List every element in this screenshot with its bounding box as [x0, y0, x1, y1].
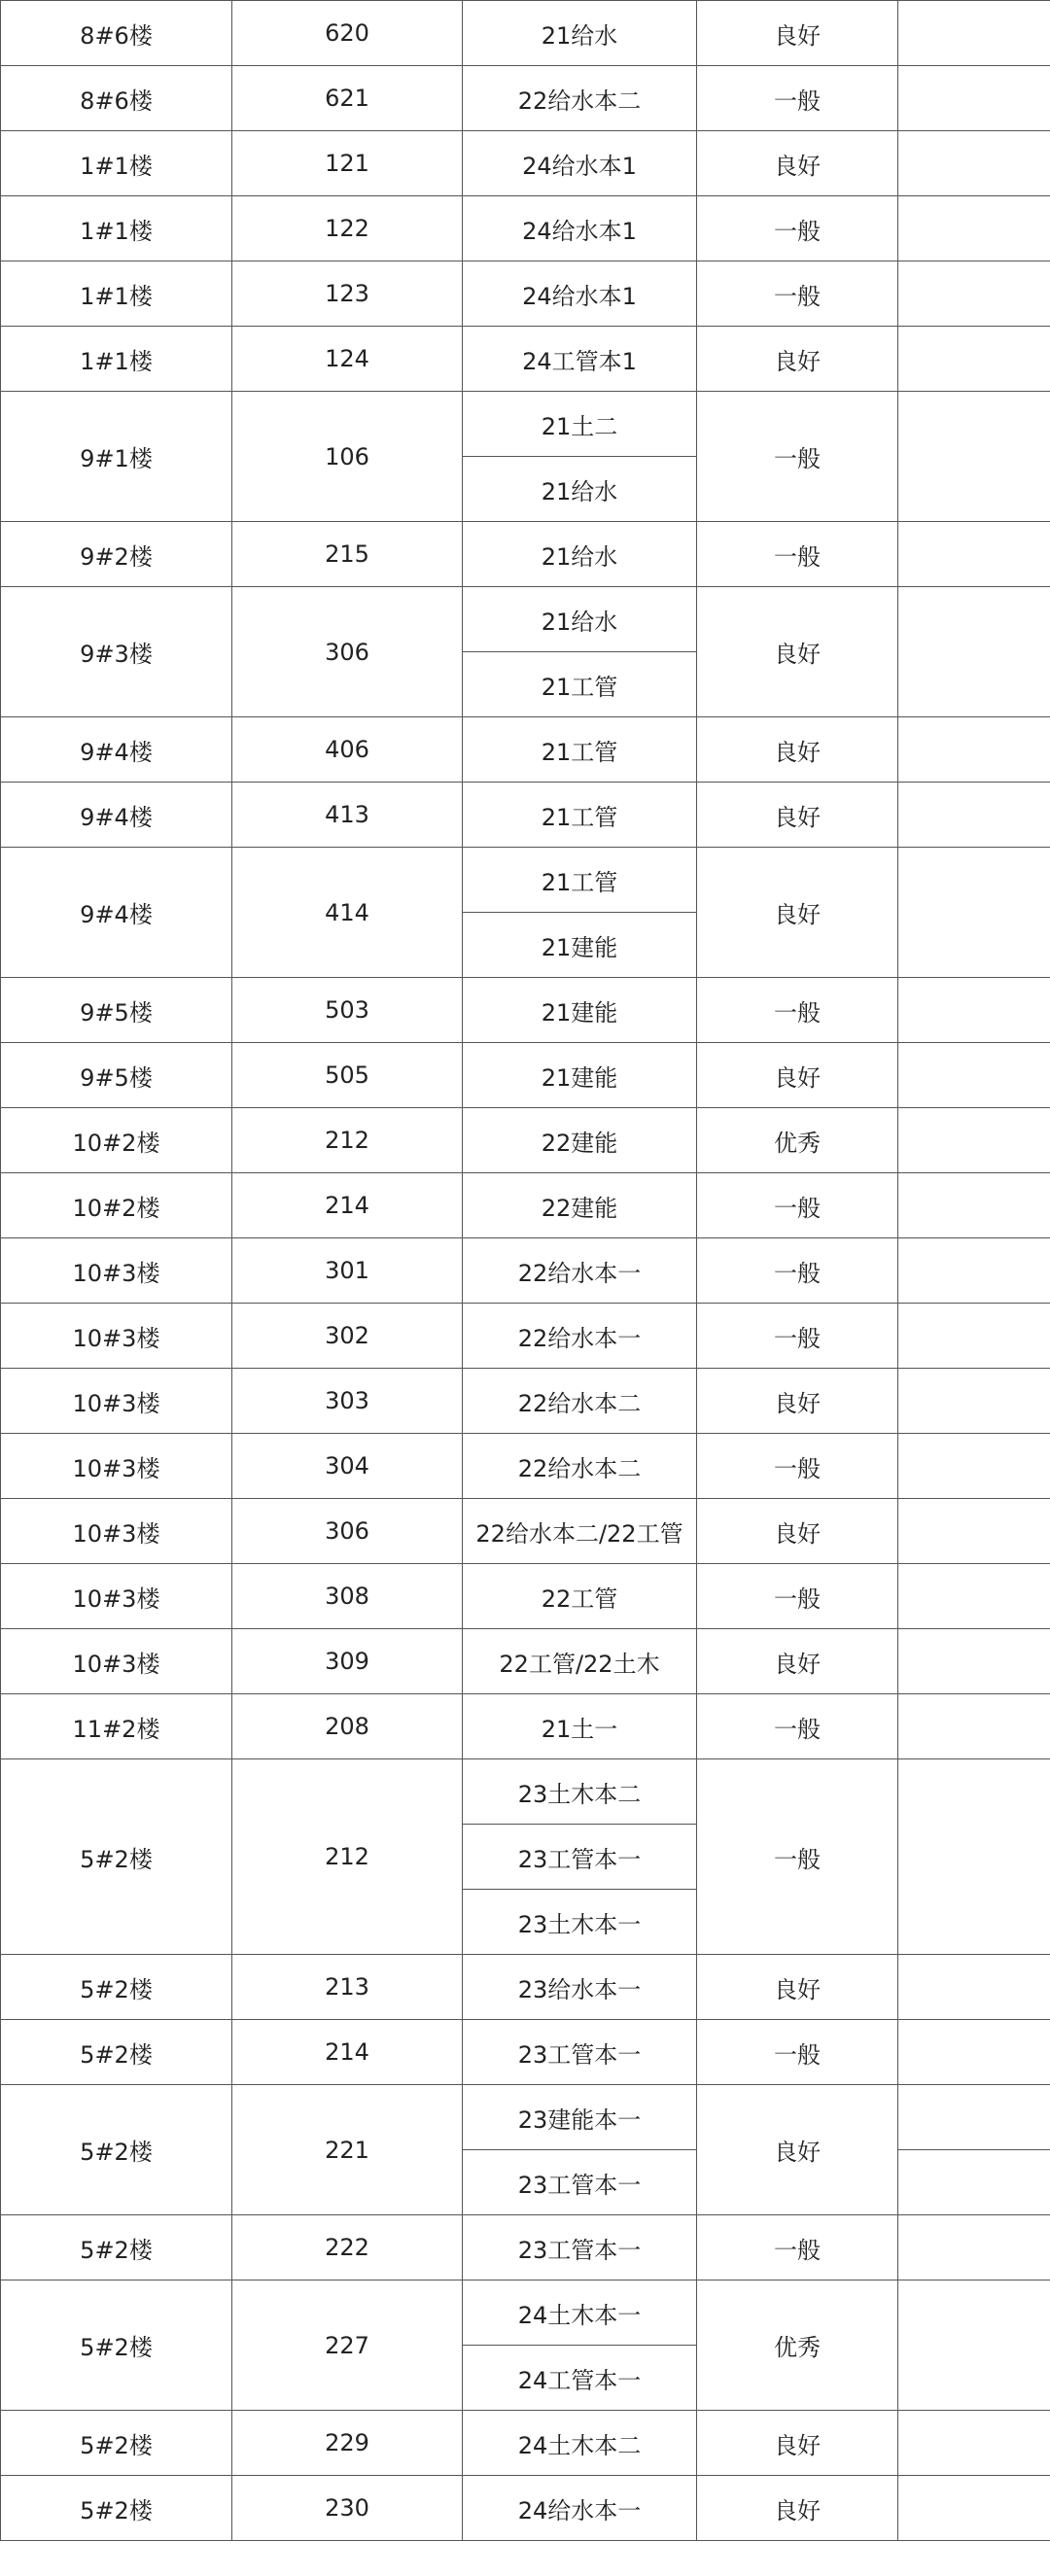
class-cell: 22建能 [463, 1108, 697, 1173]
remark-cell [898, 2215, 1050, 2280]
room-cell: 214 [232, 1173, 463, 1238]
class-cell: 22给水本二 [463, 1434, 697, 1499]
table-row [1, 196, 1050, 261]
class-cell: 21工管 [463, 652, 697, 717]
table-row [1, 131, 1050, 196]
building-cell: 10#3楼 [1, 1564, 232, 1629]
class-cell: 24工管本1 [463, 327, 697, 392]
building-cell: 9#4楼 [1, 783, 232, 848]
class-cell: 24土木本一 [463, 2280, 697, 2346]
class-cell: 22给水本一 [463, 1238, 697, 1304]
class-cell: 24给水本1 [463, 261, 697, 327]
rating-cell: 一般 [697, 1173, 898, 1238]
building-cell: 5#2楼 [1, 2411, 232, 2476]
building-cell: 5#2楼 [1, 2215, 232, 2280]
building-cell: 1#1楼 [1, 327, 232, 392]
room-cell: 303 [232, 1369, 463, 1434]
rating-cell: 良好 [697, 1499, 898, 1564]
rating-cell: 良好 [697, 2476, 898, 2541]
building-cell: 11#2楼 [1, 1694, 232, 1759]
building-cell: 10#3楼 [1, 1629, 232, 1694]
class-cell: 23土木本二 [463, 1759, 697, 1825]
class-cell: 21建能 [463, 913, 697, 978]
class-cell: 23土木本一 [463, 1890, 697, 1955]
building-cell: 5#2楼 [1, 2020, 232, 2085]
table-row [1, 261, 1050, 327]
class-cell: 21工管 [463, 848, 697, 913]
table-row [1, 2476, 1050, 2541]
room-cell: 620 [232, 1, 463, 66]
class-cell: 22给水本一 [463, 1304, 697, 1369]
remark-cell [898, 2476, 1050, 2541]
room-cell: 229 [232, 2411, 463, 2476]
rating-cell: 一般 [697, 1694, 898, 1759]
remark-cell [898, 196, 1050, 261]
rating-cell: 良好 [697, 587, 898, 717]
class-cell: 21给水 [463, 1, 697, 66]
room-cell: 621 [232, 66, 463, 131]
building-cell: 10#3楼 [1, 1369, 232, 1434]
building-cell: 9#1楼 [1, 392, 232, 522]
room-cell: 309 [232, 1629, 463, 1694]
building-cell: 5#2楼 [1, 1955, 232, 2020]
rating-cell: 良好 [697, 1955, 898, 2020]
remark-cell [898, 2150, 1050, 2215]
room-cell: 212 [232, 1759, 463, 1955]
room-cell: 306 [232, 587, 463, 717]
remark-cell [898, 1108, 1050, 1173]
class-cell: 21给水 [463, 522, 697, 587]
remark-cell [898, 848, 1050, 978]
building-cell: 8#6楼 [1, 1, 232, 66]
rating-cell: 良好 [697, 717, 898, 783]
building-cell: 9#5楼 [1, 978, 232, 1043]
table-row [1, 522, 1050, 587]
table-row [1, 327, 1050, 392]
building-cell: 5#2楼 [1, 2476, 232, 2541]
rating-cell: 良好 [697, 848, 898, 978]
table-row [1, 587, 1050, 652]
class-cell: 23工管本一 [463, 2215, 697, 2280]
room-cell: 208 [232, 1694, 463, 1759]
remark-cell [898, 1173, 1050, 1238]
remark-cell [898, 978, 1050, 1043]
table-row [1, 392, 1050, 457]
remark-cell [898, 2020, 1050, 2085]
rating-cell: 良好 [697, 1629, 898, 1694]
building-cell: 9#4楼 [1, 717, 232, 783]
building-cell: 1#1楼 [1, 261, 232, 327]
room-cell: 122 [232, 196, 463, 261]
building-cell: 9#4楼 [1, 848, 232, 978]
class-cell: 24工管本一 [463, 2346, 697, 2411]
building-cell: 9#5楼 [1, 1043, 232, 1108]
table-row [1, 1629, 1050, 1694]
building-cell: 10#3楼 [1, 1238, 232, 1304]
rating-cell: 一般 [697, 1238, 898, 1304]
room-cell: 505 [232, 1043, 463, 1108]
remark-cell [898, 392, 1050, 522]
remark-cell [898, 522, 1050, 587]
table-row [1, 2020, 1050, 2085]
class-cell: 21建能 [463, 978, 697, 1043]
class-cell: 21工管 [463, 783, 697, 848]
table-row [1, 1499, 1050, 1564]
class-cell: 21建能 [463, 1043, 697, 1108]
table-row [1, 1694, 1050, 1759]
room-cell: 413 [232, 783, 463, 848]
remark-cell [898, 66, 1050, 131]
rating-cell: 一般 [697, 1564, 898, 1629]
table-row [1, 1955, 1050, 2020]
rating-cell: 良好 [697, 2085, 898, 2215]
class-cell: 23工管本一 [463, 2020, 697, 2085]
room-cell: 222 [232, 2215, 463, 2280]
class-cell: 21土二 [463, 392, 697, 457]
table-row [1, 1238, 1050, 1304]
room-cell: 124 [232, 327, 463, 392]
remark-cell [898, 327, 1050, 392]
class-cell: 22工管/22土木 [463, 1629, 697, 1694]
rating-cell: 一般 [697, 978, 898, 1043]
table-row [1, 1108, 1050, 1173]
class-cell: 24给水本一 [463, 2476, 697, 2541]
rating-cell: 良好 [697, 131, 898, 196]
building-cell: 5#2楼 [1, 2085, 232, 2215]
rating-cell: 良好 [697, 1369, 898, 1434]
table-row [1, 1, 1050, 66]
rating-cell: 良好 [697, 327, 898, 392]
room-cell: 308 [232, 1564, 463, 1629]
table-row [1, 1304, 1050, 1369]
class-cell: 23工管本一 [463, 1825, 697, 1890]
table-row [1, 1369, 1050, 1434]
building-cell: 9#3楼 [1, 587, 232, 717]
room-cell: 230 [232, 2476, 463, 2541]
rating-cell: 一般 [697, 2215, 898, 2280]
table-row [1, 2085, 1050, 2150]
building-cell: 10#3楼 [1, 1304, 232, 1369]
remark-cell [898, 587, 1050, 717]
class-cell: 21工管 [463, 717, 697, 783]
remark-cell [898, 131, 1050, 196]
room-cell: 221 [232, 2085, 463, 2215]
room-cell: 304 [232, 1434, 463, 1499]
class-cell: 23工管本一 [463, 2150, 697, 2215]
rating-cell: 一般 [697, 392, 898, 522]
rating-cell: 良好 [697, 1, 898, 66]
table-row [1, 2280, 1050, 2346]
room-cell: 214 [232, 2020, 463, 2085]
building-cell: 8#6楼 [1, 66, 232, 131]
room-cell: 213 [232, 1955, 463, 2020]
rating-cell: 优秀 [697, 2280, 898, 2411]
building-cell: 1#1楼 [1, 196, 232, 261]
rating-cell: 一般 [697, 522, 898, 587]
table-row [1, 1564, 1050, 1629]
remark-cell [898, 1369, 1050, 1434]
building-cell: 5#2楼 [1, 1759, 232, 1955]
class-cell: 22建能 [463, 1173, 697, 1238]
remark-cell [898, 1955, 1050, 2020]
building-cell: 10#2楼 [1, 1108, 232, 1173]
room-cell: 406 [232, 717, 463, 783]
room-cell: 227 [232, 2280, 463, 2411]
table-body [1, 1, 1050, 2541]
table-row [1, 1173, 1050, 1238]
rating-cell: 良好 [697, 783, 898, 848]
rating-cell: 一般 [697, 1304, 898, 1369]
remark-cell [898, 1759, 1050, 1955]
table-row [1, 1759, 1050, 1825]
building-cell: 10#3楼 [1, 1499, 232, 1564]
rating-cell: 良好 [697, 2411, 898, 2476]
rating-cell: 一般 [697, 261, 898, 327]
remark-cell [898, 1, 1050, 66]
room-cell: 503 [232, 978, 463, 1043]
remark-cell [898, 1694, 1050, 1759]
table-row [1, 66, 1050, 131]
class-cell: 23建能本一 [463, 2085, 697, 2150]
class-cell: 21土一 [463, 1694, 697, 1759]
building-cell: 5#2楼 [1, 2280, 232, 2411]
class-cell: 22给水本二 [463, 1369, 697, 1434]
table-row [1, 2411, 1050, 2476]
room-cell: 106 [232, 392, 463, 522]
class-cell: 22给水本二 [463, 66, 697, 131]
remark-cell [898, 2280, 1050, 2411]
class-cell: 24土木本二 [463, 2411, 697, 2476]
remark-cell [898, 1304, 1050, 1369]
room-cell: 121 [232, 131, 463, 196]
class-cell: 24给水本1 [463, 196, 697, 261]
rating-cell: 一般 [697, 2020, 898, 2085]
building-cell: 9#2楼 [1, 522, 232, 587]
class-cell: 22给水本二/22工管 [463, 1499, 697, 1564]
rating-cell: 一般 [697, 1759, 898, 1955]
remark-cell [898, 783, 1050, 848]
class-cell: 21给水 [463, 457, 697, 522]
rating-cell: 良好 [697, 1043, 898, 1108]
room-cell: 302 [232, 1304, 463, 1369]
building-cell: 10#2楼 [1, 1173, 232, 1238]
class-cell: 22工管 [463, 1564, 697, 1629]
building-cell: 10#3楼 [1, 1434, 232, 1499]
remark-cell [898, 2085, 1050, 2150]
rating-cell: 一般 [697, 66, 898, 131]
table-row [1, 2215, 1050, 2280]
table-row [1, 848, 1050, 913]
remark-cell [898, 1564, 1050, 1629]
remark-cell [898, 1499, 1050, 1564]
rating-cell: 优秀 [697, 1108, 898, 1173]
class-cell: 24给水本1 [463, 131, 697, 196]
room-cell: 306 [232, 1499, 463, 1564]
room-cell: 123 [232, 261, 463, 327]
remark-cell [898, 261, 1050, 327]
building-cell: 1#1楼 [1, 131, 232, 196]
remark-cell [898, 2411, 1050, 2476]
remark-cell [898, 1043, 1050, 1108]
room-cell: 414 [232, 848, 463, 978]
room-cell: 215 [232, 522, 463, 587]
rating-cell: 一般 [697, 1434, 898, 1499]
table-row [1, 717, 1050, 783]
class-cell: 21给水 [463, 587, 697, 652]
remark-cell [898, 717, 1050, 783]
room-cell: 301 [232, 1238, 463, 1304]
rating-cell: 一般 [697, 196, 898, 261]
room-cell: 212 [232, 1108, 463, 1173]
remark-cell [898, 1238, 1050, 1304]
remark-cell [898, 1629, 1050, 1694]
table-row [1, 1434, 1050, 1499]
table-row [1, 783, 1050, 848]
table-row [1, 1043, 1050, 1108]
remark-cell [898, 1434, 1050, 1499]
table-row [1, 978, 1050, 1043]
class-cell: 23给水本一 [463, 1955, 697, 2020]
